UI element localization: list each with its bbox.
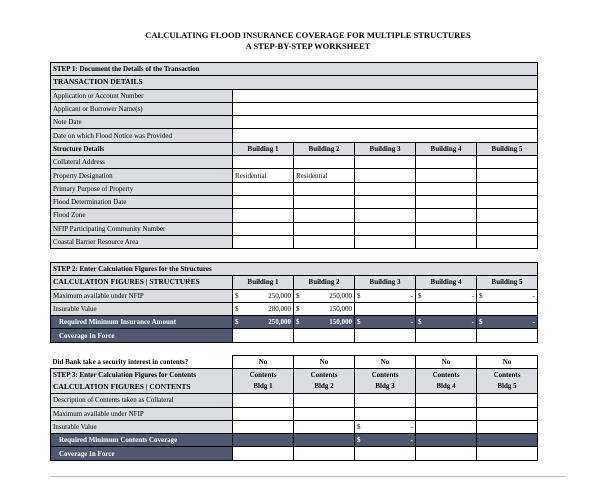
contents-coverage-row: Coverage In Force (51, 447, 538, 460)
flood-notice-date-field[interactable] (233, 129, 538, 142)
building-5-header: Building 5 (477, 142, 538, 155)
contents-max-row: Maximum available under NFIP (51, 407, 538, 420)
transaction-details-heading: TRANSACTION DETAILS (51, 76, 538, 89)
borrower-name-field[interactable] (233, 102, 538, 115)
building-3-header: Building 3 (355, 276, 416, 289)
contents-description-row: Description of Contents taken as Collateral (51, 394, 538, 407)
transaction-row: Application or Account Number (51, 89, 538, 102)
contents-b5-header: Contents Bldg 5 (477, 369, 538, 394)
coverage-in-force-row: Coverage In Force (51, 329, 538, 342)
contents-b1-header: Contents Bldg 1 (233, 369, 294, 394)
building-1-header: Building 1 (233, 142, 294, 155)
security-answer-b1[interactable]: No (233, 356, 294, 369)
structures-calc-heading: CALCULATION FIGURES | STRUCTURES (51, 276, 233, 289)
contents-b3-header: Contents Bldg 3 (355, 369, 416, 394)
structure-details-label: Structure Details (51, 142, 233, 155)
max-available-row: Maximum available under NFIP $ 250,000 $ 250,000 $ - $ - $ - (51, 289, 538, 302)
designation-b2[interactable]: Residential (294, 169, 355, 182)
worksheet-subtitle: A STEP-BY-STEP WORKSHEET (245, 41, 371, 51)
insurable-value-row: Insurable Value $ 280,000 $ 150,000 (51, 302, 538, 315)
step2-table (50, 262, 538, 343)
transaction-row: Note Date (51, 116, 538, 129)
structure-header-row (51, 142, 538, 155)
building-3-header: Building 3 (355, 142, 416, 155)
step2-heading: STEP 2: Enter Calculation Figures for the Structures (51, 263, 538, 276)
security-interest-row (51, 356, 538, 369)
designation-b1[interactable]: Residential (233, 169, 294, 182)
building-2-header: Building 2 (294, 142, 355, 155)
step3-table (50, 355, 538, 461)
table-row: Property Designation Residential Residential (51, 169, 538, 182)
security-answer-b3[interactable]: No (355, 356, 416, 369)
account-number-field[interactable] (233, 89, 538, 102)
building-1-header: Building 1 (233, 276, 294, 289)
step1-heading: STEP 1: Document the Details of the Transaction (51, 63, 538, 76)
security-interest-question: Did Bank take a security interest in contents? (52, 357, 189, 366)
contents-required-row: Required Minimum Contents Coverage $ - (51, 434, 538, 447)
table-row: Flood Zone (51, 209, 538, 222)
table-row: NFIP Participating Community Number (51, 222, 538, 235)
security-answer-b5[interactable]: No (477, 356, 538, 369)
table-row: Collateral Address (51, 156, 538, 169)
transaction-row: Applicant or Borrower Name(s) (51, 102, 538, 115)
contents-b2-header: Contents Bldg 2 (294, 369, 355, 394)
step1-table (50, 62, 538, 249)
table-row: Coastal Barrier Resource Area (51, 235, 538, 248)
note-date-field[interactable] (233, 116, 538, 129)
contents-insurable-row: Insurable Value $ - (51, 420, 538, 433)
required-minimum-row: Required Minimum Insurance Amount $ 250,000 $ 150,000 $ - $ - $ - (51, 316, 538, 329)
security-answer-b4[interactable]: No (416, 356, 477, 369)
contents-b4-header: Contents Bldg 4 (416, 369, 477, 394)
worksheet-title: CALCULATING FLOOD INSURANCE COVERAGE FOR MULTIPLE STRUCTURES (145, 30, 471, 40)
building-4-header: Building 4 (416, 276, 477, 289)
table-row: Primary Purpose of Property (51, 182, 538, 195)
building-2-header: Building 2 (294, 276, 355, 289)
step3-heading: STEP 3: Enter Calculation Figures for Contents CALCULATION FIGURES | CONTENTS (51, 369, 233, 394)
building-5-header: Building 5 (477, 276, 538, 289)
page-divider (50, 476, 566, 477)
building-4-header: Building 4 (416, 142, 477, 155)
security-answer-b2[interactable]: No (294, 356, 355, 369)
table-row: Flood Determination Date (51, 195, 538, 208)
transaction-row: Date on which Flood Notice was Provided (51, 129, 538, 142)
